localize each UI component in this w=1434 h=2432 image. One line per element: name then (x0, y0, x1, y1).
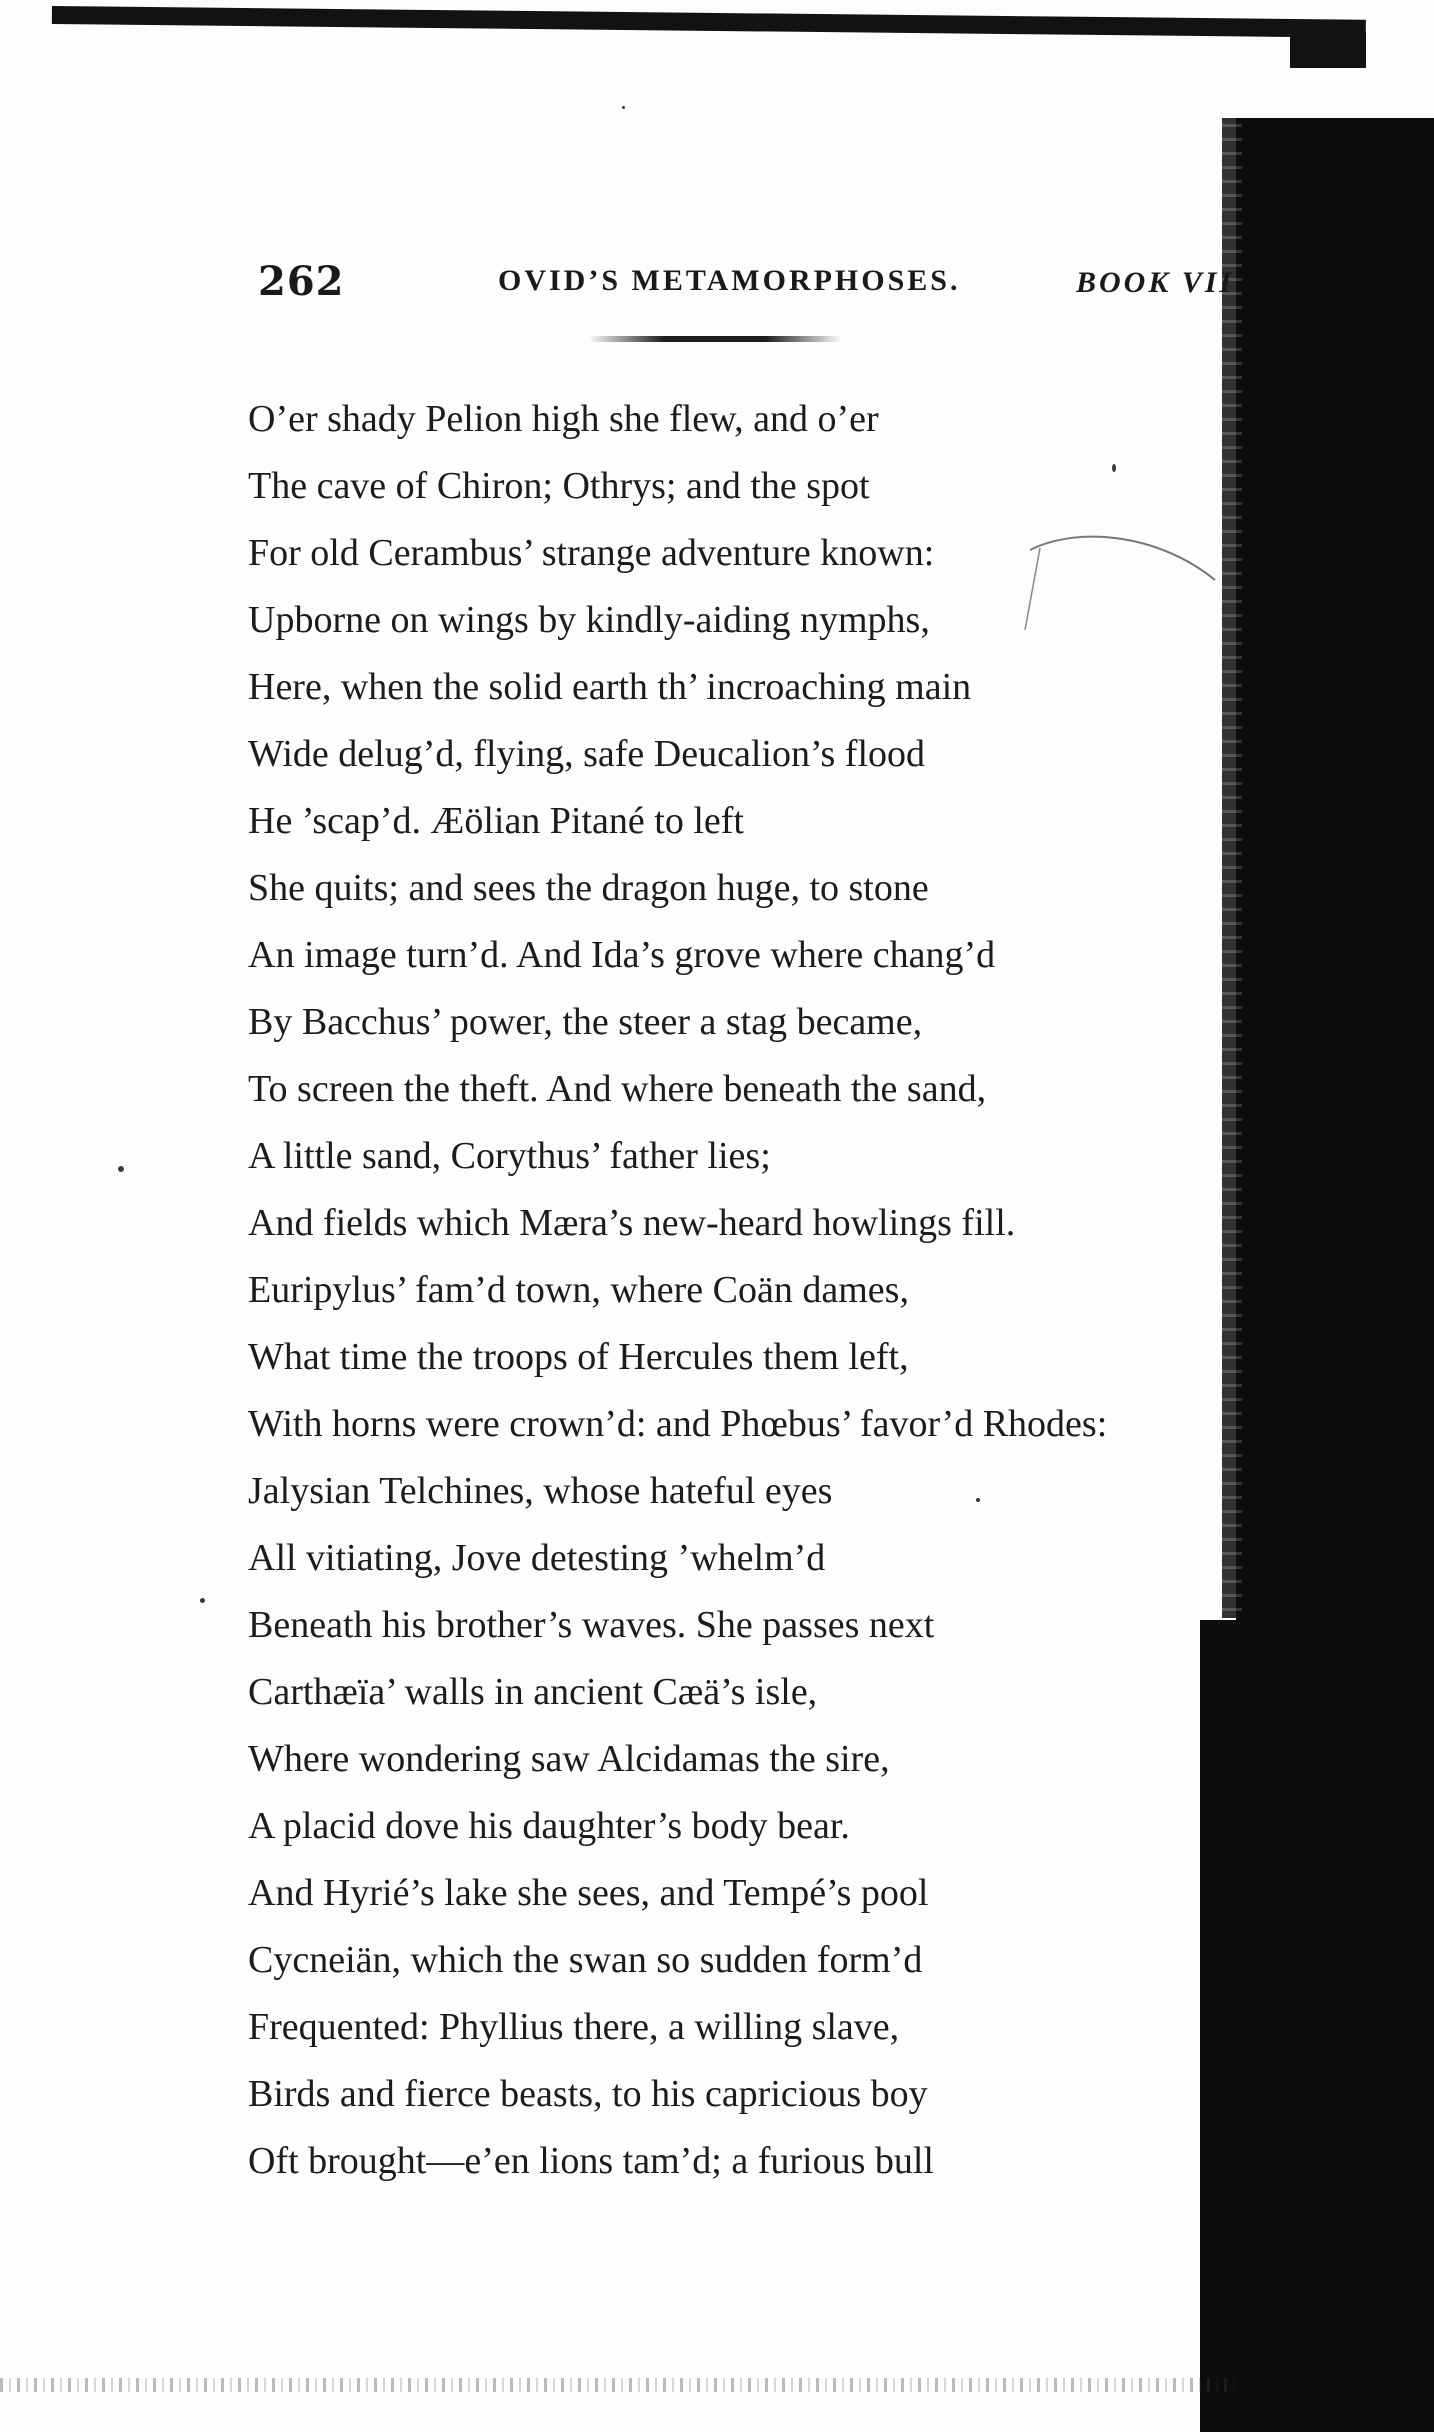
verse-block (248, 386, 1248, 2195)
verse-line: Cycneiän, which the swan so sudden form’d (248, 1939, 923, 1981)
verse-line: Upborne on wings by kindly-aiding nymphs, (248, 599, 930, 641)
verse-line: Jalysian Telchines, whose hateful eyes (248, 1470, 833, 1512)
verse-line: With horns were crown’d: and Phœbus’ favor’d Rhodes: (248, 1403, 1108, 1445)
verse-line: Euripylus’ fam’d town, where Coän dames, (248, 1269, 909, 1311)
verse-line: Beneath his brother’s waves. She passes next (248, 1604, 935, 1646)
binding-shadow (1236, 118, 1434, 2432)
verse-line: And fields which Mæra’s new-heard howlings fill. (248, 1202, 1016, 1244)
verse-line: O’er shady Pelion high she flew, and o’er (248, 398, 879, 440)
verse-line: She quits; and sees the dragon huge, to stone (248, 867, 929, 909)
running-head (258, 258, 1258, 308)
verse-line: To screen the theft. And where beneath the sand, (248, 1068, 987, 1110)
running-title: OVID’S METAMORPHOSES. (498, 264, 961, 297)
page-number: 262 (258, 258, 345, 305)
verse-line: And Hyrié’s lake she sees, and Tempé’s pool (248, 1872, 929, 1914)
book-label: BOOK VII (1076, 266, 1235, 299)
paper-speck (622, 106, 625, 109)
paper-speck (1112, 464, 1116, 472)
verse-line: He ’scap’d. Æölian Pitané to left (248, 800, 744, 842)
paper-speck (118, 1166, 124, 1172)
top-scan-edge-corner (1290, 32, 1366, 68)
ornament-rule (588, 336, 842, 342)
verse-line: Birds and fierce beasts, to his capricious boy (248, 2073, 928, 2115)
verse-line: Carthæïa’ walls in ancient Cæä’s isle, (248, 1671, 818, 1713)
verse-line: Oft brought—e’en lions tam’d; a furious bull (248, 2140, 934, 2182)
verse-line: Wide delug’d, flying, safe Deucalion’s flood (248, 733, 926, 775)
pencil-mark (1020, 520, 1220, 640)
verse-line: For old Cerambus’ strange adventure known: (248, 532, 935, 574)
paper-speck (976, 1498, 980, 1502)
verse-line: Here, when the solid earth th’ incroaching main (248, 666, 972, 708)
verse-line: The cave of Chiron; Othrys; and the spot (248, 465, 870, 507)
paper-speck (200, 1598, 205, 1603)
top-scan-edge (52, 6, 1366, 38)
verse-line: An image turn’d. And Ida’s grove where chang’d (248, 934, 996, 976)
bottom-scan-noise (0, 2378, 1234, 2392)
verse-line: All vitiating, Jove detesting ’whelm’d (248, 1537, 826, 1579)
verse-line: Frequented: Phyllius there, a willing slave, (248, 2006, 900, 2048)
verse-line: By Bacchus’ power, the steer a stag became, (248, 1001, 923, 1043)
verse-line: Where wondering saw Alcidamas the sire, (248, 1738, 890, 1780)
verse-line: A placid dove his daughter’s body bear. (248, 1805, 850, 1847)
verse-line: A little sand, Corythus’ father lies; (248, 1135, 771, 1177)
verse-line: What time the troops of Hercules them left, (248, 1336, 909, 1378)
